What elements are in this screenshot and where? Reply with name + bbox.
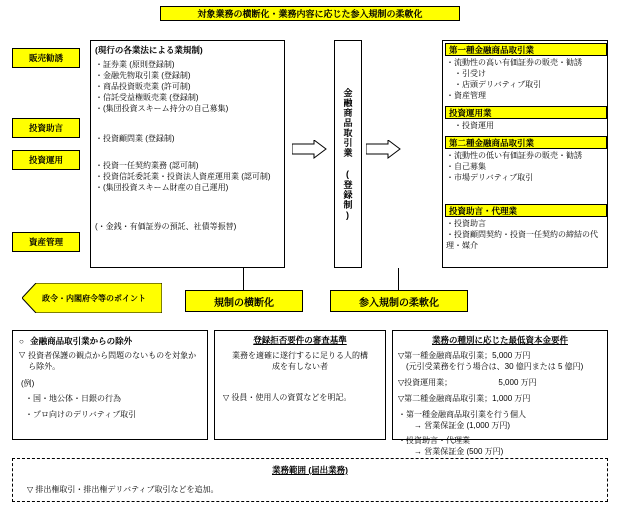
bottom-bar-text: ▽ 排出権取引・排出権デリバティブ取引などを追加。 bbox=[27, 485, 219, 494]
bottom-left-box bbox=[12, 330, 208, 440]
connector-line-1 bbox=[243, 268, 244, 290]
current-law-sales-item: ・金融先物取引業 (登録制) bbox=[95, 71, 191, 80]
current-law-box bbox=[90, 40, 285, 268]
category-box-management: 投資運用 bbox=[12, 150, 80, 170]
bottom-left-example-label: (例) bbox=[21, 379, 35, 388]
bullet-triangle-icon: ▽ bbox=[19, 350, 26, 359]
category-box-sales: 販売勧誘 bbox=[12, 48, 80, 68]
current-law-heading: (現行の各業法による業規制) bbox=[95, 45, 203, 55]
right-block-item: ・流動性の高い有価証券の販売・勧誘 bbox=[446, 58, 582, 67]
center-vertical-label: 金融商品取引業 (登録制) bbox=[342, 87, 353, 221]
right-block-items-3 bbox=[446, 150, 606, 183]
right-block-item: ・投資顧問契約・投資一任契約の締結の代理・媒介 bbox=[446, 230, 598, 250]
bottom-right-item: ▽第一種金融商品取引業；5,000 万円 bbox=[398, 351, 531, 360]
current-law-sales-item: ・証券業 (原則登録制) bbox=[95, 60, 175, 69]
bottom-mid-heading: 登録拒否要件の審査基準 bbox=[253, 335, 347, 345]
current-law-sales-item: ・商品投資販売業 (許可制) bbox=[95, 82, 191, 91]
right-block-item: ・店頭デリバティブ取引 bbox=[446, 80, 542, 89]
right-block-item: ・投資助言 bbox=[446, 219, 486, 228]
bottom-left-lead: 投資者保護の観点から問題のないものを対象から除外。 bbox=[28, 351, 197, 371]
mid-button-flexible[interactable]: 参入規制の柔軟化 bbox=[330, 290, 468, 312]
current-law-sales-item: ・信託受益権販売業 (登録制) bbox=[95, 93, 199, 102]
arrow-right-icon bbox=[292, 140, 328, 160]
right-block-item: ・資産管理 bbox=[446, 91, 486, 100]
right-block-item: ・自己募集 bbox=[446, 162, 486, 171]
right-block-item: ・市場デリバティブ取引 bbox=[446, 173, 534, 182]
bottom-bar-heading: 業務範囲 (届出業務) bbox=[271, 465, 349, 475]
current-law-custody-item: (・金銭・有価証券の預託、社債等振替) bbox=[95, 222, 237, 231]
category-box-advice: 投資助言 bbox=[12, 118, 80, 138]
bottom-right-item: (元引受業務を行う場合は、30 億円または 5 億円) bbox=[398, 362, 584, 371]
current-law-management-item: ・投資一任契約業務 (認可制) bbox=[95, 161, 199, 170]
bottom-left-example: ・国・地公体・日銀の行為 bbox=[25, 394, 121, 403]
right-block-header-1: 第一種金融商品取引業 bbox=[445, 43, 607, 56]
bullet-circle-icon: ○ bbox=[19, 337, 24, 346]
bottom-left-heading: 金融商品取引業からの除外 bbox=[30, 336, 133, 346]
category-box-custody: 資産管理 bbox=[12, 232, 80, 252]
bottom-left-example: ・プロ向けのデリバティブ取引 bbox=[25, 410, 137, 419]
right-block-item: ・引受け bbox=[446, 69, 486, 78]
bottom-right-item: ・投資助言・代理業 bbox=[398, 436, 470, 445]
connector-line-2 bbox=[398, 268, 399, 290]
right-blocks-container bbox=[442, 40, 608, 268]
center-vertical-box bbox=[334, 40, 362, 268]
right-block-items-2 bbox=[446, 120, 606, 131]
bottom-right-item: ▽第二種金融商品取引業；1,000 万円 bbox=[398, 394, 531, 403]
bottom-right-box bbox=[392, 330, 608, 456]
page-title: 対象業務の横断化・業務内容に応じた参入規制の柔軟化 bbox=[160, 6, 460, 21]
policy-banner-label bbox=[30, 283, 158, 313]
bottom-mid-box bbox=[214, 330, 386, 440]
current-law-management-item: ・(集団投資スキーム財産の自己運用) bbox=[95, 183, 229, 192]
right-block-items-4 bbox=[446, 218, 606, 251]
right-block-header-2: 投資運用業 bbox=[445, 106, 607, 119]
bottom-right-item: → 営業保証金 (500 万円) bbox=[398, 447, 504, 456]
bottom-right-heading: 業務の種別に応じた最低資本金要件 bbox=[431, 335, 568, 345]
bottom-mid-item-1: 業務を適確に遂行するに足りる人的構成を有しない者 bbox=[232, 351, 368, 371]
right-block-item: ・流動性の低い有価証券の販売・勧誘 bbox=[446, 151, 582, 160]
bottom-right-item: ▽投資運用業； 5,000 万円 bbox=[398, 378, 537, 387]
right-block-header-3: 第二種金融商品取引業 bbox=[445, 136, 607, 149]
arrow-right-icon-2 bbox=[366, 140, 402, 160]
right-block-item: ・投資運用 bbox=[446, 121, 494, 130]
current-law-management-item: ・投資信託委託業・投資法人資産運用業 (認可制) bbox=[95, 172, 271, 181]
current-law-advice-item: ・投資顧問業 (登録制) bbox=[95, 134, 175, 143]
mid-button-horizontal[interactable]: 規制の横断化 bbox=[185, 290, 303, 312]
current-law-sales-item: ・(集団投資スキーム持分の自己募集) bbox=[95, 104, 229, 113]
right-block-items-1 bbox=[446, 57, 606, 101]
bottom-mid-item-2: ▽ 役員・使用人の資質などを明記。 bbox=[223, 393, 352, 402]
bottom-bar-box bbox=[12, 458, 608, 502]
bottom-right-item: → 営業保証金 (1,000 万円) bbox=[398, 421, 511, 430]
right-block-header-4: 投資助言・代理業 bbox=[445, 204, 607, 217]
bottom-right-item: ・第一種金融商品取引業を行う個人 bbox=[398, 410, 526, 419]
policy-banner-text: 政令・内閣府令等のポイント bbox=[42, 293, 146, 303]
